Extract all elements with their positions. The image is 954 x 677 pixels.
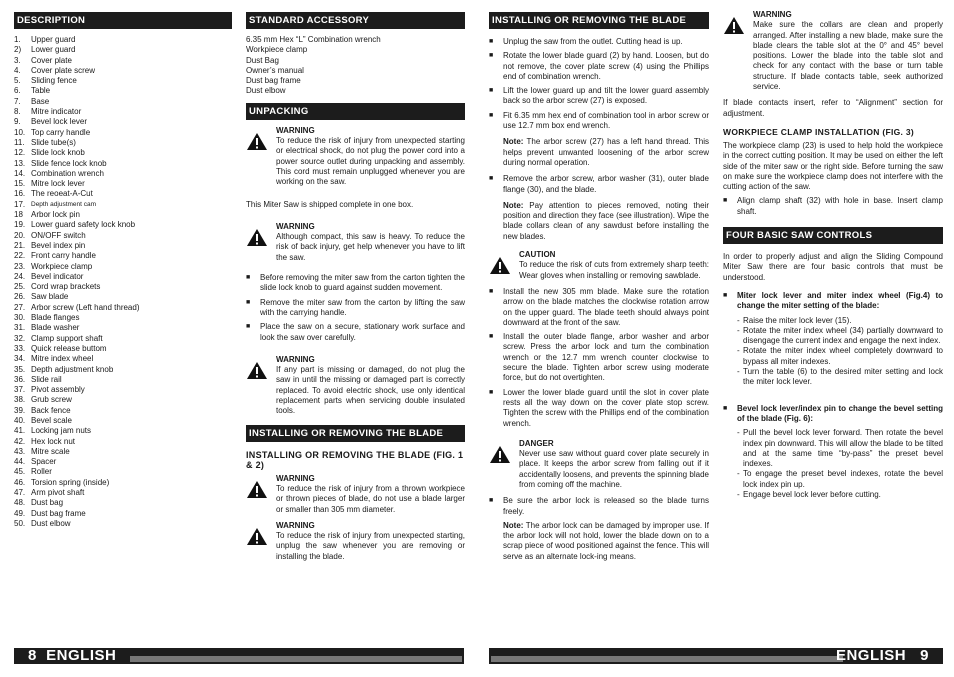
warning-block xyxy=(246,474,465,515)
caution-title: CAUTION xyxy=(519,250,556,260)
step-dash: - xyxy=(737,346,740,356)
item-label: Locking jam nuts xyxy=(31,426,92,436)
list-item xyxy=(14,334,232,344)
miter-control-item: ■ Miter lock lever and miter index wheel (Fig.4) to change the miter setting of the blade: xyxy=(723,290,943,311)
item-number: 38. xyxy=(14,395,26,405)
item-number: 13. xyxy=(14,158,26,168)
bullet-item xyxy=(489,86,709,107)
bullet-marker: ■ xyxy=(246,298,251,306)
item-label: Mitre indicator xyxy=(31,107,82,117)
note: Note: The arbor lock can be damaged by improper use. If the arbor lock will not hold, lower the blade down on to a scrap piece of wood positioned against the fence. This will serve as an alternate lock-ing means. xyxy=(503,520,709,561)
note: Note: Pay attention to pieces removed, noting their position and direction they face (see illustration). Wipe the blade collars clean of any sawdust before installing the new blades. xyxy=(503,200,709,241)
list-item xyxy=(14,272,232,282)
warning-icon xyxy=(246,521,276,562)
caution-block xyxy=(489,250,709,281)
bullet-item xyxy=(489,496,709,517)
list-item xyxy=(14,426,232,436)
warning-icon xyxy=(723,10,753,92)
item-number: 47. xyxy=(14,488,26,498)
item-number: 33. xyxy=(14,343,26,353)
item-label: Dust bag xyxy=(31,498,64,508)
warning-text: To reduce the risk of injury from unexpected starting or electrical shock, do not plug the power cord into a power source outlet during unpacking and assembly. This cord must remain unplugged whenever you are working on the saw. xyxy=(276,136,465,187)
list-item xyxy=(14,200,232,210)
warning-text: If any part is missing or damaged, do not plug the saw in until the missing or damaged part is correctly replaced. To avoid electric shock, use only identical replacement parts when servicing double insulated tools. xyxy=(276,365,465,416)
item-label: Hex lock nut xyxy=(31,436,76,446)
list-item xyxy=(14,138,232,148)
bullet-item xyxy=(489,287,709,328)
item-label: Combination wrench xyxy=(31,168,104,178)
item-number: 30. xyxy=(14,313,26,323)
item-number: 44. xyxy=(14,457,26,467)
step-item xyxy=(723,326,943,347)
item-number: 49. xyxy=(14,508,26,518)
install-blade-header: INSTALLING OR REMOVING THE BLADE xyxy=(246,425,465,442)
accessory-item: Dust Bag xyxy=(246,55,279,65)
install-blade-subheading: INSTALLING OR REMOVING THE BLADE (FIG. 1 & 2) xyxy=(246,449,464,470)
item-label: Grub screw xyxy=(31,395,72,405)
list-item xyxy=(14,66,232,76)
item-label: Quick release buttom xyxy=(31,343,107,353)
warning-block xyxy=(246,355,465,417)
item-label: Cord wrap brackets xyxy=(31,282,101,292)
item-number: 14. xyxy=(14,168,26,178)
danger-title: DANGER xyxy=(519,438,554,448)
caution-text: To reduce the risk of cuts from extremely sharp teeth: Wear gloves when installing or removing sawblade. xyxy=(519,260,709,280)
install-bullets-4 xyxy=(489,496,709,517)
list-item xyxy=(14,231,232,241)
item-label: Saw blade xyxy=(31,292,69,302)
warning-text: To reduce the risk of injury from a thrown workpiece or thrown pieces of blade, do not use a blade larger or smaller than 305 mm diameter. xyxy=(276,483,465,514)
item-label: Lower guard xyxy=(31,45,76,55)
item-number: 5. xyxy=(14,76,21,86)
item-label: Cover plate screw xyxy=(31,65,96,75)
item-number: 7. xyxy=(14,96,21,106)
item-number: 40. xyxy=(14,415,26,425)
list-item xyxy=(14,365,232,375)
warning-text: To reduce the risk of injury from unexpected starting, unplug the saw whenever you are removing or installing the blade. xyxy=(276,531,465,561)
item-number: 10. xyxy=(14,127,26,137)
warning-icon xyxy=(246,222,276,263)
bullet-marker: ■ xyxy=(489,38,494,45)
item-label: Bevel indicator xyxy=(31,271,84,281)
list-item xyxy=(14,35,232,45)
list-item xyxy=(14,282,232,292)
item-label: Spacer xyxy=(31,457,57,467)
danger-icon xyxy=(489,439,519,490)
accessory-item: 6.35 mm Hex “L” Combination wrench xyxy=(246,35,381,44)
list-item xyxy=(14,179,232,189)
item-label: Front carry handle xyxy=(31,251,96,261)
bullet-text: Install the outer blade flange, arbor washer and arbor screw. Press the arbor lock and turn the combination wrench or the 12.7 mm wrench counter clockwise to secure the blade. Tighten arbor screw using moderate force, but do not overtighten. xyxy=(503,332,709,383)
warning-title: WARNING xyxy=(276,473,315,483)
danger-text: Never use saw without guard cover plate securely in place. It keeps the arbor screw from falling out if it accidentally loosens, and prevents the spinning blade from coming off the machine. xyxy=(519,449,709,489)
bullet-item xyxy=(489,174,709,195)
step-text: Raise the miter lock lever (15). xyxy=(743,315,852,325)
install-bullets-1 xyxy=(489,37,709,131)
warning-title: WARNING xyxy=(276,125,315,135)
list-item xyxy=(14,478,232,488)
item-label: Upper guard xyxy=(31,35,76,44)
bullet-item xyxy=(489,332,709,383)
list-item xyxy=(14,447,232,457)
item-number: 23. xyxy=(14,261,26,271)
item-label: Table xyxy=(31,86,51,96)
controls-header: FOUR BASIC SAW CONTROLS xyxy=(723,227,943,244)
item-label: Depth adjustment knob xyxy=(31,364,114,374)
bevel-control-item: ■ Bevel lock lever/index pin to change the bevel setting of the blade (Fig. 6): xyxy=(723,403,943,423)
bullet-text: Rotate the lower blade guard (2) by hand. Loosen, but do not remove, the cover plate screw (4) using the Phillips end of combination wrench. xyxy=(503,51,709,81)
warning-text: Although compact, this saw is heavy. To reduce the risk of back injury, get help whenever you have to lift the saw. xyxy=(276,232,465,262)
item-label: Cover plate xyxy=(31,55,72,65)
blade-contacts-text: If blade contacts insert, refer to “Alignment” section for adjustment. xyxy=(723,98,943,118)
list-item xyxy=(14,107,232,117)
accessory-list xyxy=(246,35,465,97)
item-number: 2) xyxy=(14,45,22,55)
miter-steps xyxy=(723,316,943,388)
step-dash: - xyxy=(737,428,740,438)
item-label: Sliding fence xyxy=(31,76,77,86)
description-section xyxy=(14,12,232,529)
item-label: The reoeat-A-Cut xyxy=(31,189,93,199)
bullet-text: Fit 6.35 mm hex end of combination tool in arbor screw or use 12.7 mm box end wrench. xyxy=(503,110,709,131)
footer-right xyxy=(489,648,943,664)
list-item xyxy=(14,467,232,477)
item-label: Pivot assembly xyxy=(31,385,85,395)
list-item xyxy=(14,385,232,395)
warning-title: WARNING xyxy=(753,10,792,19)
item-label: Blade washer xyxy=(31,323,80,333)
step-dash: - xyxy=(737,489,740,499)
step-item xyxy=(723,490,943,500)
item-number: 46. xyxy=(14,477,26,487)
item-number: 17. xyxy=(14,199,26,209)
item-label: Arbor lock pin xyxy=(31,210,80,220)
accessory-unpacking-column xyxy=(246,12,465,568)
item-number: 26. xyxy=(14,292,26,302)
item-label: Mitre lock lever xyxy=(31,179,85,189)
item-label: Top carry handle xyxy=(31,127,91,137)
list-item xyxy=(14,344,232,354)
install-bullets-2 xyxy=(489,174,709,195)
item-number: 1. xyxy=(14,35,21,44)
bullet-item xyxy=(246,273,465,294)
step-dash: - xyxy=(737,367,740,377)
item-number: 21. xyxy=(14,240,26,250)
warning-icon xyxy=(246,474,276,515)
install-blade-header-right: INSTALLING OR REMOVING THE BLADE xyxy=(489,12,709,29)
item-number: 37. xyxy=(14,385,26,395)
item-number: 9. xyxy=(14,117,21,127)
item-label: Slide fence lock knob xyxy=(31,158,107,168)
item-label: Arbor screw (Left hand thread) xyxy=(31,302,140,312)
item-number: 4. xyxy=(14,65,21,75)
parts-list xyxy=(14,35,232,529)
bullet-item xyxy=(246,298,465,319)
warning-icon xyxy=(246,126,276,188)
list-item xyxy=(14,437,232,447)
item-label: Mitre index wheel xyxy=(31,354,94,364)
list-item xyxy=(14,251,232,261)
item-number: 25. xyxy=(14,282,26,292)
list-item xyxy=(14,128,232,138)
clamp-text: The workpiece clamp (23) is used to help hold the workpiece in the correct cutting position. It may be used on either the left side of the miter saw or the right side. Before turning the saw on make sure the workpiece clamp does not interfere with the cutting action of the saw. xyxy=(723,140,943,192)
list-item xyxy=(14,303,232,313)
accessory-item: Dust elbow xyxy=(246,86,286,96)
step-item xyxy=(723,428,943,469)
list-item xyxy=(14,375,232,385)
warning-block xyxy=(246,222,465,263)
step-item xyxy=(723,469,943,490)
list-item xyxy=(14,159,232,169)
list-item xyxy=(14,354,232,364)
item-number: 22. xyxy=(14,251,26,261)
accessory-item: Workpiece clamp xyxy=(246,45,308,55)
standard-accessory-header: STANDARD ACCESSORY xyxy=(246,12,465,29)
warning-block xyxy=(246,521,465,562)
list-item xyxy=(14,406,232,416)
clamp-heading: WORKPIECE CLAMP INSTALLATION (FIG. 3) xyxy=(723,126,915,137)
page-number-right: ENGLISH 9 xyxy=(835,647,929,664)
step-text: Pull the bevel lock lever forward. Then rotate the bevel index pin downward. This will allow the blade to be tilted and at the same time “by-pass” the preset bevel indexes. xyxy=(743,428,943,469)
item-label: Dust bag frame xyxy=(31,508,86,518)
list-item xyxy=(14,241,232,251)
bullet-text: Lower the lower blade guard until the slot in cover plate rests all the way down on the cover plate stop screw. Tighten the screw with the Phillips end of the combination wrench. xyxy=(503,387,709,428)
item-number: 3. xyxy=(14,55,21,65)
item-number: 50. xyxy=(14,518,26,528)
item-label: Torsion spring (inside) xyxy=(31,477,110,487)
bullet-marker: ■ xyxy=(489,175,494,183)
item-number: 24. xyxy=(14,271,26,281)
item-label: Bevel index pin xyxy=(31,240,86,250)
step-text: Rotate the miter index wheel (34) partially downward to disengage the current index and engage the next index. xyxy=(743,325,943,346)
page-number-left: 8 ENGLISH xyxy=(28,647,117,664)
warning-title: WARNING xyxy=(276,354,315,364)
bullet-marker: ■ xyxy=(489,52,494,60)
item-number: 6. xyxy=(14,86,21,96)
item-label: Lower guard safety lock knob xyxy=(31,220,136,230)
item-number: 39. xyxy=(14,405,26,415)
item-number: 32. xyxy=(14,333,26,343)
bullet-marker: ■ xyxy=(489,287,494,295)
bullet-marker: ■ xyxy=(246,323,251,331)
step-item xyxy=(723,367,943,388)
item-number: 12. xyxy=(14,148,26,158)
install-blade-column xyxy=(489,12,709,568)
bullet-text: Install the new 305 mm blade. Make sure the rotation arrow on the blade matches the clockwise rotation arrow on the upper guard. The blade teeth should always point downward at the front of the saw. xyxy=(503,286,709,327)
bullet-text: Remove the miter saw from the carton by lifting the saw with the carrying handle. xyxy=(260,297,465,317)
bullet-item xyxy=(489,388,709,429)
bevel-steps xyxy=(723,428,943,500)
step-text: Engage bevel lock lever before cutting. xyxy=(743,489,881,499)
item-label: Dust elbow xyxy=(31,518,71,528)
bullet-marker: ■ xyxy=(489,388,494,396)
step-text: Turn the table (6) to the desired miter setting and lock the miter lock lever. xyxy=(743,367,943,387)
bullet-marker: ■ xyxy=(489,87,494,95)
step-text: To engage the preset bevel indexes, rotate the bevel lock index pin up. xyxy=(743,469,943,489)
bullet-text: Before removing the miter saw from the carton tighten the slide lock knob to guard against sudden movement. xyxy=(260,273,465,293)
list-item xyxy=(14,498,232,508)
item-label: Workpiece clamp xyxy=(31,261,93,271)
accessory-item: Owner’s manual xyxy=(246,65,304,75)
step-text: Rotate the miter index wheel completely downward to bypass all miter indexes. xyxy=(743,346,943,366)
description-header: DESCRIPTION xyxy=(14,12,232,29)
step-item xyxy=(723,346,943,367)
item-label: Bevel scale xyxy=(31,415,72,425)
item-number: 36. xyxy=(14,374,26,384)
item-number: 20. xyxy=(14,230,26,240)
controls-intro: In order to properly adjust and align the Sliding Compound Miter Saw there are four basic controls that must be understood. xyxy=(723,252,943,282)
unpacking-header: UNPACKING xyxy=(246,103,465,120)
item-number: 18 xyxy=(14,210,23,220)
item-label: Slide rail xyxy=(31,374,62,384)
item-label: Arm pivot shaft xyxy=(31,488,85,498)
list-item xyxy=(14,457,232,467)
list-item xyxy=(14,416,232,426)
item-label: Mitre scale xyxy=(31,446,70,456)
warning-text: Make sure the collars are clean and properly arranged. After installing a new blade, make sure the blade clears the table slot at the 0° and 45° bevel positions. Lower the blade into the table slot and check for any contact with the base or turn table structure. If blade contacts table, seek authorized service. xyxy=(753,20,943,92)
list-item xyxy=(14,210,232,220)
list-item xyxy=(14,262,232,272)
bullet-item xyxy=(489,37,709,47)
list-item xyxy=(14,86,232,96)
bullet-text: Remove the arbor screw, arbor washer (31), outer blade flange (30), and the blade. xyxy=(503,174,709,194)
list-item xyxy=(14,148,232,158)
item-label: Clamp support shaft xyxy=(31,333,103,343)
item-number: 31. xyxy=(14,323,26,333)
bullet-item xyxy=(246,322,465,343)
list-item xyxy=(14,488,232,498)
danger-block xyxy=(489,439,709,490)
item-label: Base xyxy=(31,96,50,106)
item-label: Depth adjustment cam xyxy=(31,200,97,208)
item-number: 42. xyxy=(14,436,26,446)
step-item xyxy=(723,316,943,326)
list-item xyxy=(14,220,232,230)
bullet-text: Place the saw on a secure, stationary work surface and look the saw over carefully. xyxy=(260,322,465,342)
bullet-item xyxy=(489,111,709,132)
list-item xyxy=(14,313,232,323)
warning-icon xyxy=(246,355,276,417)
warning-block xyxy=(723,10,943,92)
list-item xyxy=(14,395,232,405)
item-label: Blade flanges xyxy=(31,313,80,323)
item-number: 11. xyxy=(14,137,25,147)
step-dash: - xyxy=(737,325,740,335)
list-item xyxy=(14,519,232,529)
item-number: 41. xyxy=(14,426,26,436)
bullet-marker: ■ xyxy=(489,111,494,119)
item-number: 48. xyxy=(14,498,26,508)
list-item xyxy=(14,189,232,199)
item-label: ON/OFF switch xyxy=(31,230,86,240)
bullet-item xyxy=(489,51,709,82)
list-item xyxy=(14,292,232,302)
list-item xyxy=(14,97,232,107)
list-item xyxy=(14,323,232,333)
warning-block xyxy=(246,126,465,188)
note: Note: The arbor screw (27) has a left hand thread. This helps prevent unwanted loosening of the arbor screw during normal operation. xyxy=(503,137,709,167)
list-item xyxy=(14,56,232,66)
list-item xyxy=(14,169,232,179)
bullet-text: Unplug the saw from the outlet. Cutting head is up. xyxy=(503,37,683,46)
item-label: Bevel lock lever xyxy=(31,117,88,127)
item-number: 8. xyxy=(14,107,21,117)
item-number: 19. xyxy=(14,220,26,230)
list-item xyxy=(14,76,232,86)
bullet-marker: ■ xyxy=(489,497,494,505)
bullet-marker: ■ xyxy=(246,274,251,282)
item-number: 45. xyxy=(14,467,26,477)
controls-column xyxy=(723,10,943,500)
list-item xyxy=(14,509,232,519)
item-number: 35. xyxy=(14,364,26,374)
list-item xyxy=(14,45,232,55)
shipped-text: This Miter Saw is shipped complete in one box. xyxy=(246,199,414,209)
bullet-marker: ■ xyxy=(489,333,494,341)
unpacking-bullets xyxy=(246,273,465,343)
bullet-text: Lift the lower guard up and tilt the lower guard assembly back so the arbor screw (27) is exposed. xyxy=(503,86,709,106)
item-label: Roller xyxy=(31,467,52,477)
clamp-bullet: ■ Align clamp shaft (32) with hole in base. Insert clamp shaft. xyxy=(723,196,943,216)
footer-left xyxy=(14,648,464,664)
item-number: 16. xyxy=(14,189,26,199)
item-label: Slide lock knob xyxy=(31,148,85,158)
accessory-item: Dust bag frame xyxy=(246,76,301,86)
item-number: 27. xyxy=(14,302,26,312)
item-label: Back fence xyxy=(31,405,71,415)
item-label: Slide tube(s) xyxy=(31,137,76,147)
step-dash: - xyxy=(737,469,740,479)
warning-title: WARNING xyxy=(276,221,315,231)
item-number: 15. xyxy=(14,179,26,189)
bullet-text: Be sure the arbor lock is released so the blade turns freely. xyxy=(503,496,709,516)
list-item xyxy=(14,117,232,127)
step-dash: - xyxy=(737,315,740,325)
install-bullets-3 xyxy=(489,287,709,429)
warning-title: WARNING xyxy=(276,520,315,530)
caution-icon xyxy=(489,250,519,281)
item-number: 43. xyxy=(14,446,26,456)
item-number: 34. xyxy=(14,354,26,364)
